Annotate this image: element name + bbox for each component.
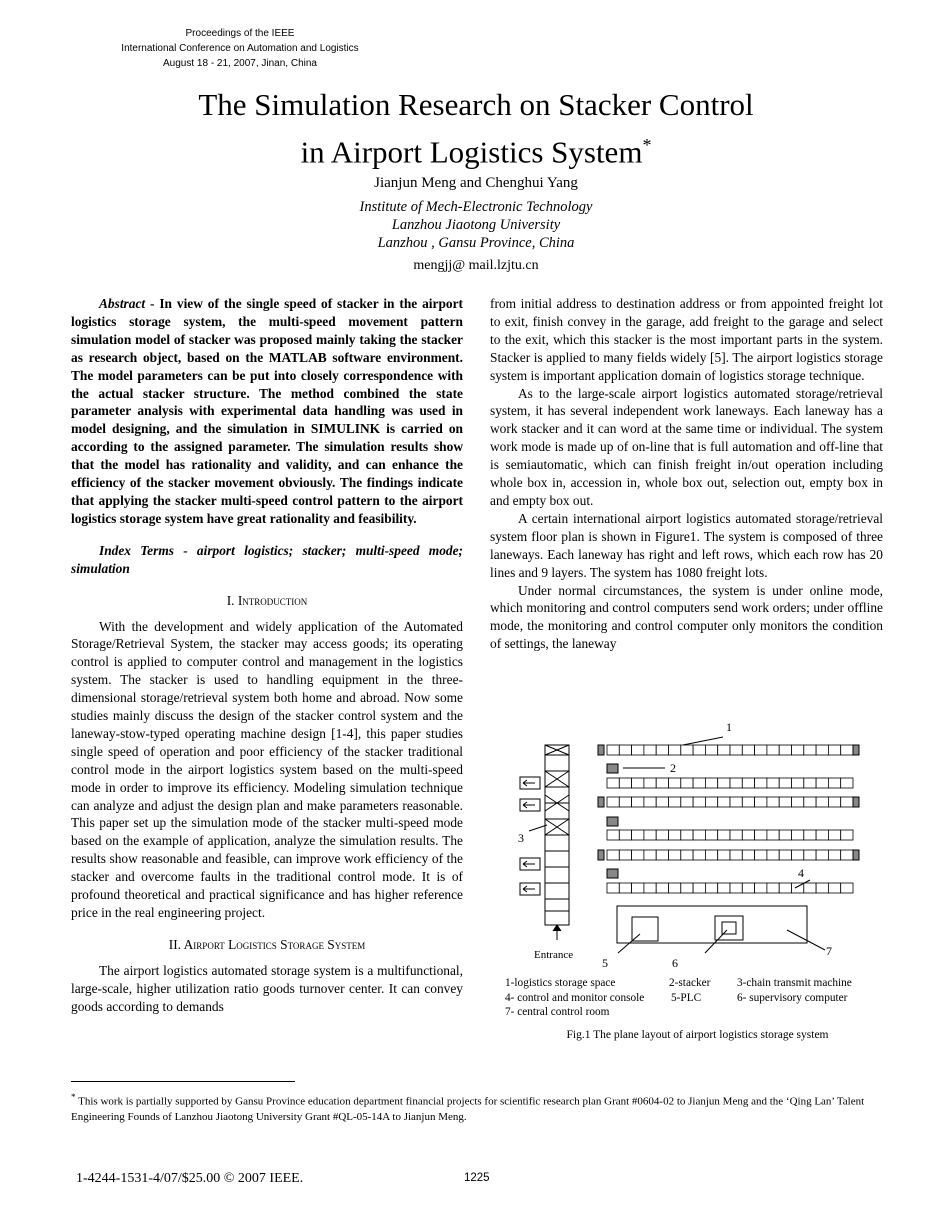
callout-2: 2: [670, 761, 676, 775]
storage-lot: [632, 778, 644, 788]
storage-lot: [607, 883, 619, 893]
storage-lot: [693, 883, 705, 893]
storage-lot: [632, 797, 644, 807]
storage-lot: [767, 797, 779, 807]
callout-1: 1: [726, 720, 732, 734]
storage-lot: [656, 883, 668, 893]
title-line-2: in Airport Logistics System*: [300, 134, 652, 170]
storage-lot: [804, 778, 816, 788]
storage-lot: [644, 797, 656, 807]
storage-lot: [779, 778, 791, 788]
storage-lot: [705, 830, 717, 840]
paper-title: [0, 84, 952, 172]
affiliation-line-2: Lanzhou Jiaotong University: [391, 217, 561, 233]
storage-lot: [693, 830, 705, 840]
storage-lot: [804, 797, 816, 807]
author-email: mengjj@ mail.lzjtu.cn: [413, 258, 539, 273]
section-heading-storage-system: II. Airport Logistics Storage System: [168, 936, 366, 952]
central-control-room: [617, 906, 807, 943]
storage-lot: [755, 850, 767, 860]
storage-lot: [730, 797, 742, 807]
storage-paragraph: The airport logistics automated storage system is a multifunctional, large-scale, higher utilization ratio goods turnover center. It can convey goods according to demands: [71, 962, 463, 1014]
storage-lot: [779, 830, 791, 840]
copyright-line: 1-4244-1531-4/07/$25.00 © 2007 IEEE.: [76, 1171, 304, 1186]
storage-lot: [607, 830, 619, 840]
figure-legend: [505, 976, 852, 1020]
storage-lot: [841, 745, 853, 755]
leader-lines: [529, 737, 825, 953]
intro-paragraph: With the development and widely application of the Automated Storage/Retrieval System, the stacker may access goods; its operating control is applied to computer control and management in the logistics system. The stacker is used to handling equipment in the three-dimensional storage/retrieval system both home and abroad. Now some studies mainly discuss the design of the stacker control system and the laneway-stow-typed operating machine design [1-4], this paper studies single speed of operation and poor efficiency of the stacker traditional control mode in the airport logistics system based on the multi-speed mode in order to improve its efficiency. Modeling simulation technique can analyze and adjust the design plan and make parameters reasonable. This paper set up the simulation mode of the stacker multi-speed mode based on the example of application, analyze the simulation results. The results show reasonable and feasible, can improve work efficiency of the stacker and overcome faults in the traditional control mode. It is of profound theoretical and practical significance and has higher reference price in the real engineering project.: [71, 618, 463, 920]
section-heading-introduction: I. Introduction: [226, 592, 308, 608]
storage-lot: [644, 830, 656, 840]
storage-lot: [742, 778, 754, 788]
affiliation-line-3: Lanzhou , Gansu Province, China: [377, 235, 575, 251]
header-line-2: International Conference on Automation and Logistics: [121, 43, 359, 54]
storage-lot: [755, 797, 767, 807]
storage-lot: [705, 778, 717, 788]
title-line-1: The Simulation Research on Stacker Control: [198, 87, 754, 122]
storage-lot: [828, 745, 840, 755]
storage-lot: [816, 778, 828, 788]
storage-lot: [730, 778, 742, 788]
storage-lot: [607, 778, 619, 788]
callout-4: 4: [798, 866, 804, 880]
storage-lot: [816, 745, 828, 755]
storage-lot: [730, 745, 742, 755]
storage-lot: [804, 745, 816, 755]
storage-lot: [669, 745, 681, 755]
storage-lot: [718, 797, 730, 807]
storage-lot: [619, 778, 631, 788]
storage-lot: [816, 830, 828, 840]
storage-lot: [681, 830, 693, 840]
storage-lot: [619, 883, 631, 893]
storage-lot: [656, 850, 668, 860]
footnote-rule: [71, 1081, 295, 1082]
storage-lot: [619, 850, 631, 860]
storage-lot: [767, 850, 779, 860]
storage-lot: [693, 778, 705, 788]
storage-lot: [792, 778, 804, 788]
storage-lot: [718, 778, 730, 788]
storage-lot: [669, 778, 681, 788]
left-column: [71, 295, 463, 1016]
storage-lot: [705, 797, 717, 807]
storage-lot: [681, 850, 693, 860]
storage-lot: [730, 830, 742, 840]
callout-5: 5: [602, 956, 608, 970]
header-line-1: Proceedings of the IEEE: [185, 28, 295, 39]
storage-lot: [607, 797, 619, 807]
affiliation-line-1: Institute of Mech-Electronic Technology: [359, 199, 593, 215]
index-terms-label: Index Terms: [99, 542, 174, 558]
storage-lot: [644, 745, 656, 755]
storage-lot: [644, 883, 656, 893]
storage-lot: [619, 745, 631, 755]
storage-lot: [767, 830, 779, 840]
storage-lot: [669, 797, 681, 807]
entrance-label: Entrance: [534, 949, 574, 961]
storage-lot: [656, 830, 668, 840]
storage-lot: [681, 883, 693, 893]
storage-lot: [779, 850, 791, 860]
storage-lot: [693, 850, 705, 860]
storage-lot: [792, 850, 804, 860]
legend-row-2: 4- control and monitor console 5-PLC 6- supervisory computer: [505, 991, 848, 1004]
rack-row: [607, 745, 853, 755]
storage-lot: [828, 850, 840, 860]
storage-lot: [779, 745, 791, 755]
storage-lot: [816, 850, 828, 860]
rack-row: [607, 883, 853, 893]
storage-lot: [804, 850, 816, 860]
storage-lot: [742, 850, 754, 860]
storage-lot: [656, 745, 668, 755]
storage-lot: [681, 778, 693, 788]
storage-lot: [755, 883, 767, 893]
storage-lot: [632, 850, 644, 860]
storage-lot: [828, 778, 840, 788]
storage-lot: [693, 745, 705, 755]
storage-lot: [767, 883, 779, 893]
storage-lot: [619, 797, 631, 807]
storage-lot: [681, 797, 693, 807]
continued-paragraph: from initial address to destination address or from appointed freight lot to exit, finish convey in the garage, add freight to the garage and select to the exit, which this stacker is the most important parts in the system. Stacker is applied to many fields widely [5]. The airport logistics storage system is important application domain of logistics storage technique.: [490, 296, 883, 383]
storage-lot: [841, 778, 853, 788]
abstract-text: - In view of the single speed of stacker in the airport logistics storage system, the multi-speed movement pattern simulation model of stacker was proposed mainly taking the stacker as research object, based on the MATLAB software environment. The model parameters can be put into closely correspondence with the actual stacker structure. The method combined the state parameter analysis with experimental data handling was used in model designing, and the simulation in SIMULINK is carried on according to the assigned parameter. The simulation results show that the model has rationality and validity, and can enhance the efficiency of the stacker movement obviously. The findings indicate that applying the stacker multi-speed control pattern to the airport logistics storage system have great rationality and feasibility.: [71, 296, 463, 526]
storage-lot: [607, 745, 619, 755]
legend-row-1: 1-logistics storage space 2-stacker 3-chain transmit machine: [505, 977, 852, 989]
storage-lot: [742, 830, 754, 840]
storage-lot: [792, 797, 804, 807]
storage-lot: [816, 883, 828, 893]
storage-lot: [742, 745, 754, 755]
storage-lot: [693, 797, 705, 807]
storage-lot: [767, 778, 779, 788]
storage-lot: [607, 850, 619, 860]
laneway-paragraph: As to the large-scale airport logistics automated storage/retrieval system, it has several independent work laneways. Each laneway has a work stacker and it can word at the same time or individual. The system work mode is made up of on-line that is full automation and off-line that is semiautomatic, which can finish freight in/out operation including whole box in, accession in, whole box out, selection out, empty box in and empty box out.: [490, 385, 883, 508]
storage-lot: [841, 830, 853, 840]
storage-lot: [669, 850, 681, 860]
callout-3: 3: [518, 831, 524, 845]
footnote-text: This work is partially supported by Gansu Province education department financial projects for scientific research plan Grant #0604-02 to Jianjun Meng and the ‘Qing Lan’ Talent Engineering Founds of Lanzhou Jiaotong University Grant #QL-05-14A to Jianjun Meng.: [71, 1095, 865, 1123]
storage-lot: [828, 883, 840, 893]
storage-lot: [792, 830, 804, 840]
storage-lot: [656, 797, 668, 807]
storage-lot: [767, 745, 779, 755]
storage-lot: [755, 830, 767, 840]
storage-lot: [669, 830, 681, 840]
callout-labels: [518, 720, 832, 970]
storage-lot: [730, 850, 742, 860]
callout-6: 6: [672, 956, 678, 970]
header-line-3: August 18 - 21, 2007, Jinan, China: [163, 58, 317, 69]
storage-lot: [681, 745, 693, 755]
storage-lot: [619, 830, 631, 840]
storage-lot: [632, 883, 644, 893]
floor-plan-figure: [505, 715, 885, 975]
title-footnote-mark: *: [642, 135, 652, 155]
storage-lot: [755, 745, 767, 755]
storage-lot: [828, 830, 840, 840]
storage-lot: [705, 850, 717, 860]
rack-row: [607, 830, 853, 840]
storage-lot: [632, 745, 644, 755]
storage-lot: [718, 850, 730, 860]
index-terms: [71, 542, 463, 578]
storage-lot: [705, 745, 717, 755]
figure-caption: Fig.1 The plane layout of airport logistics storage system: [566, 1029, 829, 1041]
conveyor-column: [545, 745, 569, 925]
authors: Jianjun Meng and Chenghui Yang: [374, 175, 578, 191]
storage-racks: [607, 745, 853, 893]
rack-row: [607, 850, 853, 860]
rack-row: [607, 797, 853, 807]
affiliation: [0, 198, 952, 252]
page-number: 1225: [464, 1172, 490, 1184]
abstract-label: Abstract: [99, 296, 146, 311]
conference-header: [60, 26, 420, 71]
storage-lot: [804, 883, 816, 893]
storage-lot: [804, 830, 816, 840]
storage-lot: [779, 797, 791, 807]
storage-lot: [792, 745, 804, 755]
storage-lot: [755, 778, 767, 788]
footnote: [71, 1090, 883, 1125]
storage-lot: [742, 797, 754, 807]
storage-lot: [656, 778, 668, 788]
abstract: [71, 295, 463, 528]
storage-lot: [669, 883, 681, 893]
supervisory-computer-box: [715, 916, 743, 940]
storage-lot: [718, 830, 730, 840]
storage-lot: [730, 883, 742, 893]
right-column: [490, 295, 883, 653]
storage-lot: [632, 830, 644, 840]
storage-lot: [841, 850, 853, 860]
storage-lot: [828, 797, 840, 807]
legend-row-3: 7- central control room: [505, 1006, 610, 1018]
index-terms-text: - airport logistics; stacker; multi-speed mode; simulation: [71, 542, 463, 576]
floor-plan-paragraph: A certain international airport logistics automated storage/retrieval system floor plan is shown in Figure1. The system is composed of three laneways. Each laneway has right and left rows, which each row has 20 lines and 9 layers. The system has 1080 freight lots.: [490, 510, 883, 580]
storage-lot: [718, 745, 730, 755]
storage-lot: [705, 883, 717, 893]
storage-lot: [644, 778, 656, 788]
storage-lot: [779, 883, 791, 893]
storage-lot: [718, 883, 730, 893]
online-mode-paragraph: Under normal circumstances, the system is under online mode, which monitoring and control computers send work orders; under offline mode, the monitoring and control computer only monitors the condition of settings, the laneway: [490, 582, 883, 652]
callout-7: 7: [826, 944, 832, 958]
storage-lot: [644, 850, 656, 860]
storage-lot: [816, 797, 828, 807]
storage-lot: [742, 883, 754, 893]
storage-lot: [841, 797, 853, 807]
rack-row: [607, 778, 853, 788]
storage-lot: [841, 883, 853, 893]
footnote-mark: *: [71, 1092, 76, 1102]
